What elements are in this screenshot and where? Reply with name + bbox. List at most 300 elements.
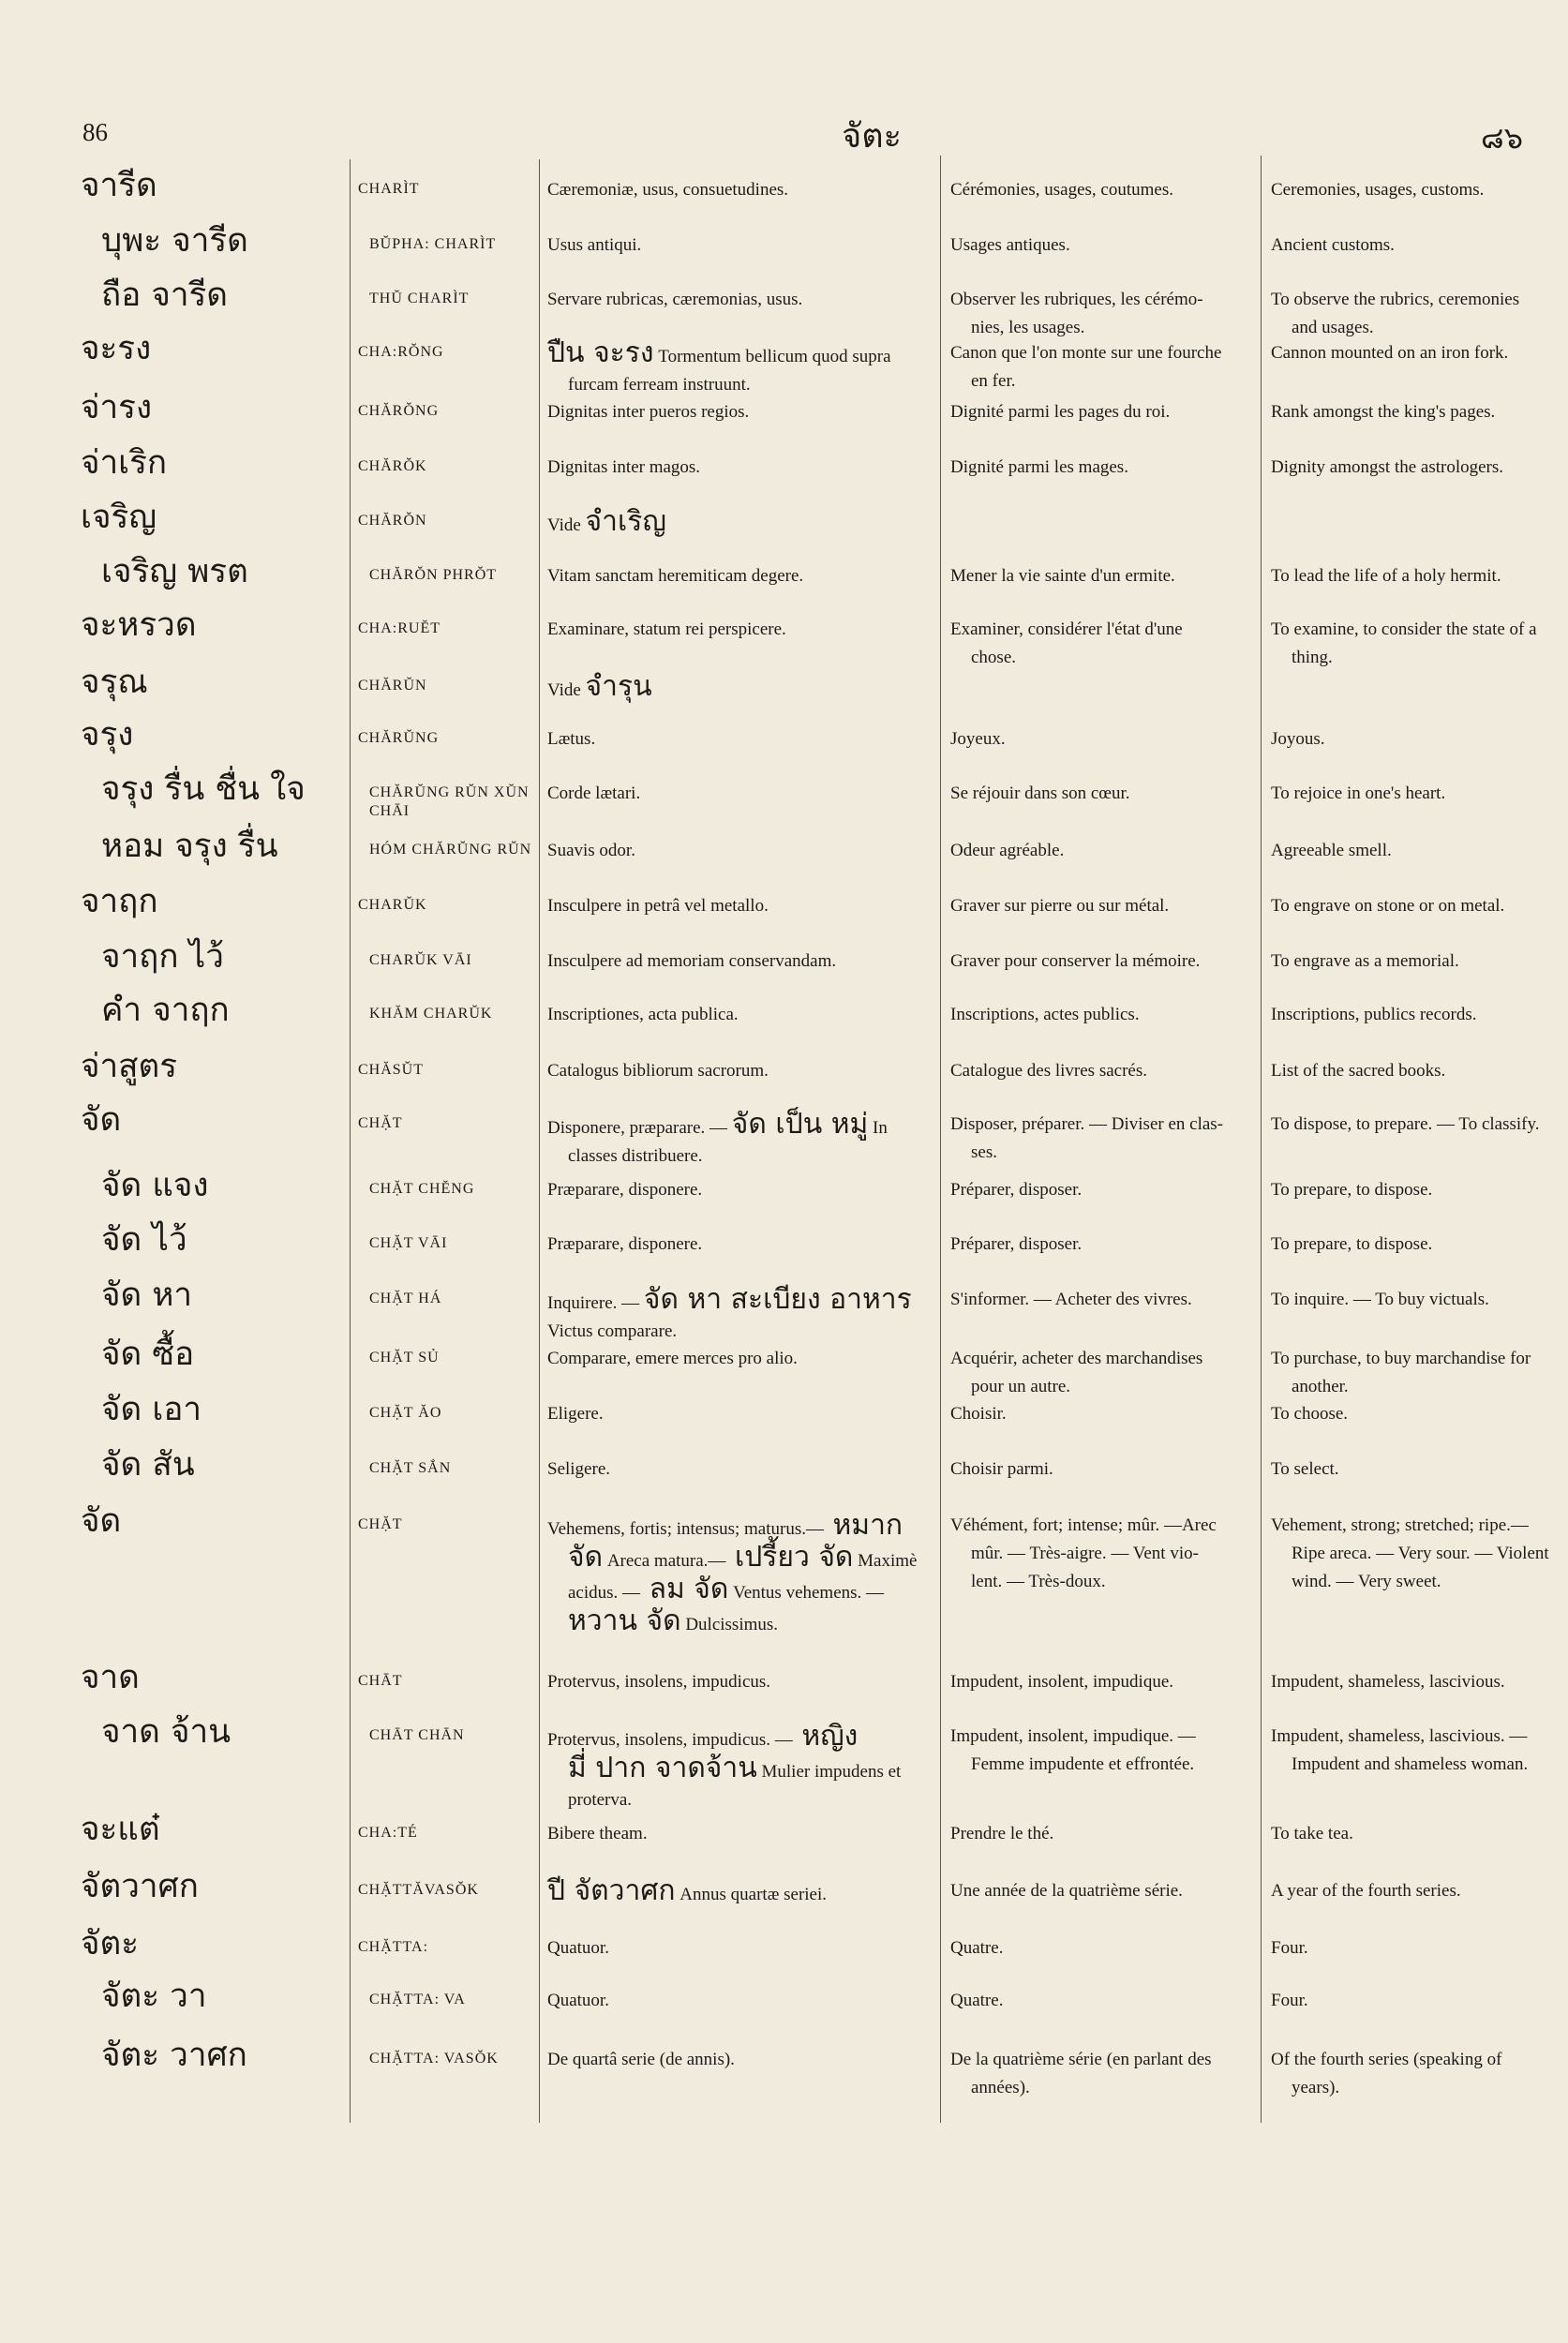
- latin-line: [547, 336, 932, 371]
- latin-line: [547, 780, 932, 808]
- romanization: [358, 619, 441, 638]
- latin-text: Vehemens, fortis; intensus; maturus.—: [547, 1519, 824, 1539]
- romanization-line: CHẶT CHĔNG: [369, 1181, 475, 1197]
- english-line: Joyous.: [1271, 729, 1325, 749]
- romanization-line: CHĀT: [358, 1673, 403, 1689]
- english-line: Vehement, strong; stretched; ripe.—: [1271, 1515, 1529, 1535]
- french-line: Véhément, fort; intense; mûr. —Arec: [950, 1515, 1217, 1535]
- french-line: Graver sur pierre ou sur métal.: [950, 896, 1170, 916]
- french-line: pour un autre.: [971, 1377, 1071, 1396]
- latin-text: Ventus vehemens. —: [728, 1583, 885, 1603]
- latin-definition: [547, 231, 932, 260]
- romanization: [369, 1726, 465, 1745]
- romanization: [358, 1061, 424, 1080]
- french-definition: [950, 1934, 1252, 1962]
- latin-definition: [547, 1283, 932, 1346]
- thai-headword: จัด ซื้อ: [101, 1336, 195, 1373]
- french-definition: [950, 1512, 1252, 1596]
- latin-text: Dignitas inter pueros regios.: [547, 402, 750, 422]
- latin-line: [547, 1231, 932, 1259]
- english-line: To inquire. — To buy victuals.: [1271, 1290, 1489, 1309]
- french-line: Canon que l'on monte sur une fourche: [950, 343, 1222, 363]
- french-definition: [950, 725, 1252, 754]
- french-definition: [950, 1176, 1252, 1204]
- latin-text: Protervus, insolens, impudicus.: [547, 1672, 771, 1692]
- english-definition: [1271, 1345, 1557, 1401]
- romanization-line: CHARŬK: [358, 897, 427, 913]
- english-definition: [1271, 1668, 1557, 1696]
- latin-line: [547, 2046, 932, 2074]
- latin-text: Insculpere in petrâ vel metallo.: [547, 896, 769, 916]
- latin-text: Comparare, emere merces pro alio.: [547, 1349, 798, 1368]
- french-definition: [950, 1455, 1252, 1484]
- thai-headword: จรุง: [81, 716, 134, 754]
- latin-line: [547, 1786, 932, 1814]
- french-line: Inscriptions, actes publics.: [950, 1005, 1140, 1024]
- french-line: Préparer, disposer.: [950, 1234, 1083, 1254]
- latin-line: [547, 1874, 932, 1909]
- french-line: Quatre.: [950, 1991, 1004, 2010]
- english-line: Four.: [1271, 1938, 1308, 1958]
- thai-headword: จรุง รื่น ชื่น ใจ: [101, 770, 306, 808]
- romanization: [358, 677, 427, 695]
- french-line: Impudent, insolent, impudique.: [950, 1672, 1174, 1692]
- latin-definition: [547, 1001, 932, 1029]
- latin-definition: [547, 1400, 932, 1428]
- french-line: Examiner, considérer l'état d'une: [950, 619, 1183, 639]
- romanization-line: CHẶTTA: VA: [369, 1992, 466, 2007]
- french-definition: [950, 454, 1252, 482]
- latin-text: Vitam sanctam heremiticam degere.: [547, 566, 804, 586]
- english-line: Impudent and shameless woman.: [1292, 1754, 1529, 1774]
- romanization-line: CHA:RUĔT: [358, 620, 441, 636]
- romanization-line: CHĂRŎN PHRŎT: [369, 567, 498, 583]
- latin-text: De quartâ serie (de annis).: [547, 2050, 735, 2069]
- french-line: ses.: [971, 1142, 997, 1162]
- thai-headword: จัด แจง: [101, 1167, 209, 1204]
- romanization: [369, 1349, 440, 1367]
- romanization-line: CHĂRŎN: [358, 513, 427, 529]
- latin-definition: [547, 948, 932, 976]
- romanization: [358, 402, 439, 421]
- latin-thai-word: หญิง: [792, 1720, 859, 1753]
- latin-definition: [547, 1668, 932, 1696]
- latin-text: Examinare, statum rei perspicere.: [547, 619, 786, 639]
- french-line: en fer.: [971, 371, 1016, 391]
- latin-line: [547, 1575, 932, 1607]
- latin-text: Insculpere ad memoriam conservandam.: [547, 951, 837, 971]
- romanization-line: CHA:RŎNG: [358, 344, 444, 360]
- french-line: Prendre le thé.: [950, 1824, 1054, 1843]
- latin-text: Corde lætari.: [547, 783, 641, 803]
- column-rule-3: [940, 156, 941, 2123]
- english-definition: [1271, 948, 1557, 976]
- french-definition: [950, 616, 1252, 672]
- latin-thai-word: ปืน จะรง: [547, 336, 654, 369]
- latin-text: Catalogus bibliorum sacrorum.: [547, 1061, 769, 1081]
- romanization-line: CHĂRŎNG: [358, 403, 440, 419]
- romanization-line: CHĀI: [369, 803, 411, 819]
- english-line: To lead the life of a holy hermit.: [1271, 566, 1501, 586]
- latin-definition: [547, 616, 932, 644]
- romanization: [369, 1234, 447, 1253]
- english-line: To dispose, to prepare. — To classify.: [1271, 1114, 1540, 1134]
- english-line: To select.: [1271, 1459, 1339, 1479]
- romanization: [358, 457, 427, 476]
- latin-text: Dulcissimus.: [680, 1615, 779, 1634]
- latin-text: proterva.: [568, 1790, 633, 1810]
- english-line: years).: [1292, 2078, 1340, 2097]
- latin-definition: [547, 1509, 932, 1639]
- thai-headword: จัตะ วาศก: [101, 2037, 247, 2074]
- latin-text: Inquirere. —: [547, 1293, 644, 1313]
- english-line: To examine, to consider the state of a: [1271, 619, 1537, 639]
- romanization-line: CHẶTTA: VASŎK: [369, 2051, 499, 2067]
- french-definition: [950, 1668, 1252, 1696]
- romanization-line: CHẶT ĂO: [369, 1405, 442, 1421]
- english-definition: [1271, 1455, 1557, 1484]
- english-line: Inscriptions, publics records.: [1271, 1005, 1477, 1024]
- romanization: [358, 1881, 479, 1900]
- romanization: [358, 1824, 418, 1843]
- latin-text: Protervus, insolens, impudicus. —: [547, 1730, 793, 1750]
- english-line: To purchase, to buy marchandise for: [1271, 1349, 1531, 1368]
- romanization-line: CHẶT SẮN: [369, 1460, 452, 1476]
- english-line: thing.: [1292, 648, 1333, 667]
- latin-definition: [547, 1874, 932, 1909]
- english-line: Impudent, shameless, lascivious.: [1271, 1672, 1505, 1692]
- thai-headword: คำ จาฤก: [101, 992, 230, 1029]
- latin-line: [547, 454, 932, 482]
- latin-line: [547, 1108, 932, 1142]
- english-line: Impudent, shameless, lascivious. —: [1271, 1726, 1528, 1746]
- romanization: [369, 1180, 474, 1199]
- latin-line: [547, 1541, 932, 1575]
- latin-text: Mulier impudens et: [756, 1762, 902, 1782]
- english-definition: [1271, 1877, 1557, 1905]
- latin-thai-word: จำรุน: [585, 670, 652, 703]
- english-definition: [1271, 1001, 1557, 1029]
- romanization: [369, 1290, 441, 1308]
- french-definition: [950, 562, 1252, 590]
- romanization: [369, 1005, 492, 1023]
- romanization: [369, 2050, 499, 2068]
- latin-text: Præparare, disponere.: [547, 1180, 703, 1200]
- romanization: [369, 1459, 451, 1478]
- english-definition: [1271, 1111, 1557, 1139]
- french-definition: [950, 1111, 1252, 1167]
- running-head: จัตะ: [842, 117, 902, 156]
- french-line: Choisir.: [950, 1404, 1007, 1424]
- french-definition: [950, 1877, 1252, 1905]
- english-line: To prepare, to dispose.: [1271, 1234, 1433, 1254]
- latin-line: [547, 1001, 932, 1029]
- latin-definition: [547, 1934, 932, 1962]
- thai-headword: จัด: [81, 1502, 122, 1540]
- french-line: Catalogue des livres sacrés.: [950, 1061, 1147, 1081]
- latin-definition: [547, 1987, 932, 2015]
- romanization: [358, 1672, 403, 1691]
- french-definition: [950, 1057, 1252, 1085]
- latin-text: Lætus.: [547, 729, 596, 749]
- english-definition: [1271, 398, 1557, 426]
- latin-thai-word: เปรี้ยว จัด: [725, 1541, 854, 1574]
- thai-headword: เจริญ: [81, 499, 157, 536]
- english-definition: [1271, 1820, 1557, 1848]
- latin-line: [547, 1176, 932, 1204]
- thai-headword: จัด ไว้: [101, 1221, 187, 1259]
- english-line: and usages.: [1292, 318, 1374, 337]
- latin-thai-word: ลม จัด: [640, 1573, 729, 1605]
- english-line: To engrave on stone or on metal.: [1271, 896, 1505, 916]
- column-rule-2: [539, 159, 540, 2123]
- romanization: [358, 729, 439, 748]
- romanization: [369, 1991, 466, 2009]
- french-definition: [950, 780, 1252, 808]
- french-definition: [950, 2046, 1252, 2102]
- page-number-thai: ๘๖: [1481, 120, 1523, 156]
- french-line: Impudent, insolent, impudique. —: [950, 1726, 1196, 1746]
- english-definition: [1271, 892, 1557, 920]
- french-line: nies, les usages.: [971, 318, 1085, 337]
- latin-text: acidus. —: [568, 1583, 641, 1603]
- latin-definition: [547, 336, 932, 399]
- romanization-line: CHA:TÉ: [358, 1825, 418, 1841]
- thai-headword: จะหรวด: [81, 606, 197, 644]
- english-definition: [1271, 339, 1557, 367]
- english-definition: [1271, 1987, 1557, 2015]
- french-line: De la quatrième série (en parlant des: [950, 2050, 1212, 2069]
- latin-definition: [547, 1231, 932, 1259]
- latin-line: [547, 176, 932, 204]
- latin-text: Dignitas inter magos.: [547, 457, 701, 477]
- english-definition: [1271, 725, 1557, 754]
- french-line: lent. — Très-doux.: [971, 1572, 1106, 1591]
- romanization: [369, 1404, 441, 1423]
- column-rule-1: [350, 159, 351, 2123]
- latin-line: [547, 725, 932, 754]
- romanization: [369, 290, 469, 308]
- english-definition: [1271, 1400, 1557, 1428]
- english-line: To choose.: [1271, 1404, 1349, 1424]
- latin-definition: [547, 1108, 932, 1171]
- romanization-line: THŬ CHARÌT: [369, 291, 470, 306]
- latin-line: [547, 1987, 932, 2015]
- latin-line: [547, 1934, 932, 1962]
- thai-headword: จัตะ วา: [101, 1977, 207, 2015]
- french-definition: [950, 1723, 1252, 1779]
- english-definition: [1271, 616, 1557, 672]
- romanization: [358, 1515, 403, 1534]
- latin-text: Bibere theam.: [547, 1824, 648, 1843]
- latin-definition: [547, 1720, 932, 1814]
- romanization-line: CHĂSŬT: [358, 1062, 425, 1078]
- french-definition: [950, 1231, 1252, 1259]
- french-line: Odeur agréable.: [950, 841, 1065, 860]
- page-number-arabic: 86: [82, 118, 108, 146]
- latin-text: Vide: [547, 680, 586, 700]
- thai-headword: บุพะ จารีด: [101, 222, 248, 260]
- english-definition: [1271, 286, 1557, 342]
- thai-headword: จัด เอา: [101, 1391, 202, 1428]
- thai-headword: จ่าสูตร: [81, 1048, 178, 1085]
- english-line: wind. — Very sweet.: [1292, 1572, 1441, 1591]
- french-line: Dignité parmi les pages du roi.: [950, 402, 1171, 422]
- english-definition: [1271, 837, 1557, 865]
- english-definition: [1271, 176, 1557, 204]
- romanization: [358, 1938, 428, 1957]
- french-definition: [950, 339, 1252, 395]
- english-line: To rejoice in one's heart.: [1271, 783, 1446, 803]
- romanization: [358, 512, 427, 530]
- french-definition: [950, 837, 1252, 865]
- english-line: List of the sacred books.: [1271, 1061, 1446, 1081]
- latin-definition: [547, 780, 932, 808]
- english-line: To prepare, to dispose.: [1271, 1180, 1433, 1200]
- thai-headword: จัตะ: [81, 1925, 140, 1962]
- english-definition: [1271, 1512, 1557, 1596]
- latin-line: [547, 1820, 932, 1848]
- thai-headword: จัตวาศก: [81, 1868, 199, 1905]
- romanization: [369, 951, 472, 970]
- french-line: Femme impudente et effrontée.: [971, 1754, 1195, 1774]
- latin-definition: [547, 892, 932, 920]
- english-line: Of the fourth series (speaking of: [1271, 2050, 1502, 2069]
- romanization-line: CHARÌT: [358, 181, 420, 197]
- latin-thai-word: มี่ ปาก จาดจ้าน: [568, 1752, 757, 1784]
- english-definition: [1271, 1723, 1557, 1779]
- latin-line: classes distribuere.: [568, 1146, 703, 1166]
- french-line: Une année de la quatrième série.: [950, 1881, 1183, 1901]
- latin-text: Areca matura.—: [603, 1551, 726, 1571]
- thai-headword: จาด: [81, 1659, 140, 1696]
- french-line: Cérémonies, usages, coutumes.: [950, 180, 1173, 200]
- latin-line: [547, 505, 932, 540]
- latin-line: [547, 948, 932, 976]
- english-definition: [1271, 2046, 1557, 2102]
- latin-text: Annus quartæ seriei.: [675, 1885, 828, 1904]
- french-definition: [950, 1820, 1252, 1848]
- latin-text: In: [868, 1118, 888, 1138]
- english-line: To take tea.: [1271, 1824, 1353, 1843]
- latin-line: [547, 1455, 932, 1484]
- romanization-line: CHĂRŎK: [358, 458, 427, 474]
- french-line: Dignité parmi les mages.: [950, 457, 1128, 477]
- latin-definition: [547, 1345, 932, 1373]
- french-line: mûr. — Très-aigre. — Vent vio-: [971, 1544, 1199, 1563]
- english-definition: [1271, 454, 1557, 482]
- thai-headword: จาด จ้าน: [101, 1713, 231, 1751]
- english-definition: [1271, 1286, 1557, 1314]
- latin-line: [547, 1668, 932, 1696]
- latin-line: [547, 1283, 932, 1346]
- romanization-line: KHĂM CHARŬK: [369, 1006, 493, 1022]
- latin-definition: [547, 454, 932, 482]
- thai-headword: จ่ารง: [81, 389, 153, 426]
- french-line: chose.: [971, 648, 1017, 667]
- latin-definition: [547, 176, 932, 204]
- latin-line: [547, 616, 932, 644]
- french-definition: [950, 1345, 1252, 1401]
- thai-headword: จะแต๋: [81, 1811, 160, 1848]
- latin-thai-word: จำเริญ: [585, 505, 666, 538]
- romanization-line: CHĂRŬNG RŬN XŬN: [369, 784, 530, 800]
- latin-text: Victus comparare.: [547, 1321, 678, 1341]
- romanization-line: CHẶTTĂVASŎK: [358, 1882, 479, 1898]
- english-definition: [1271, 1934, 1557, 1962]
- romanization: [369, 235, 496, 254]
- latin-thai-word: ปี จัตวาศก: [547, 1874, 676, 1907]
- latin-line: [547, 1754, 932, 1786]
- latin-text: Cæremoniæ, usus, consuetudines.: [547, 180, 789, 200]
- romanization: [369, 783, 530, 821]
- french-definition: [950, 892, 1252, 920]
- english-line: Ripe areca. — Very sour. — Violent: [1292, 1544, 1549, 1563]
- latin-text: Suavis odor.: [547, 841, 635, 860]
- latin-text: Eligere.: [547, 1404, 604, 1424]
- french-line: Graver pour conserver la mémoire.: [950, 951, 1201, 971]
- thai-headword: จัด: [81, 1101, 122, 1139]
- latin-text: Usus antiqui.: [547, 235, 642, 255]
- french-line: Disposer, préparer. — Diviser en clas-: [950, 1114, 1224, 1134]
- latin-line: [547, 1057, 932, 1085]
- french-definition: [950, 1286, 1252, 1314]
- latin-line: [547, 562, 932, 590]
- french-line: Se réjouir dans son cœur.: [950, 783, 1130, 803]
- english-line: Dignity amongst the astrologers.: [1271, 457, 1504, 477]
- french-definition: [950, 1001, 1252, 1029]
- english-line: To engrave as a memorial.: [1271, 951, 1459, 971]
- thai-headword: จัด สัน: [101, 1446, 195, 1484]
- latin-line: [547, 1720, 932, 1754]
- latin-thai-word: หมาก: [824, 1509, 903, 1542]
- latin-text: Inscriptiones, acta publica.: [547, 1005, 739, 1024]
- english-definition: [1271, 1176, 1557, 1204]
- latin-definition: [547, 1176, 932, 1204]
- romanization-line: CHẶT: [358, 1516, 403, 1532]
- romanization: [369, 841, 531, 859]
- romanization-line: CHĂRŬNG: [358, 730, 440, 746]
- english-line: Ceremonies, usages, customs.: [1271, 180, 1485, 200]
- latin-definition: [547, 286, 932, 314]
- french-definition: [950, 176, 1252, 204]
- romanization-line: BŬPHA: CHARÌT: [369, 236, 497, 252]
- latin-line: [547, 398, 932, 426]
- latin-text: Disponere, præparare. —: [547, 1118, 732, 1138]
- latin-definition: [547, 562, 932, 590]
- latin-thai-word: จัด หา สะเบียง อาหาร: [643, 1283, 912, 1316]
- column-rule-4: [1261, 156, 1262, 2123]
- latin-definition: [547, 1455, 932, 1484]
- english-definition: [1271, 1231, 1557, 1259]
- english-line: Four.: [1271, 1991, 1308, 2010]
- english-definition: [1271, 562, 1557, 590]
- romanization: [358, 343, 444, 362]
- english-line: A year of the fourth series.: [1271, 1881, 1461, 1901]
- french-line: S'informer. — Acheter des vivres.: [950, 1290, 1192, 1309]
- romanization-line: CHĀT CHĀN: [369, 1727, 465, 1743]
- latin-definition: [547, 1057, 932, 1085]
- thai-headword: จารีด: [81, 167, 157, 204]
- latin-line: [547, 670, 932, 705]
- latin-thai-word: จัด เป็น หมู่: [731, 1108, 869, 1141]
- french-line: Quatre.: [950, 1938, 1004, 1958]
- latin-definition: [547, 725, 932, 754]
- latin-text: Vide: [547, 515, 586, 535]
- latin-thai-word: หวาน จัด: [568, 1604, 681, 1637]
- french-definition: [950, 1987, 1252, 2015]
- english-line: another.: [1292, 1377, 1349, 1396]
